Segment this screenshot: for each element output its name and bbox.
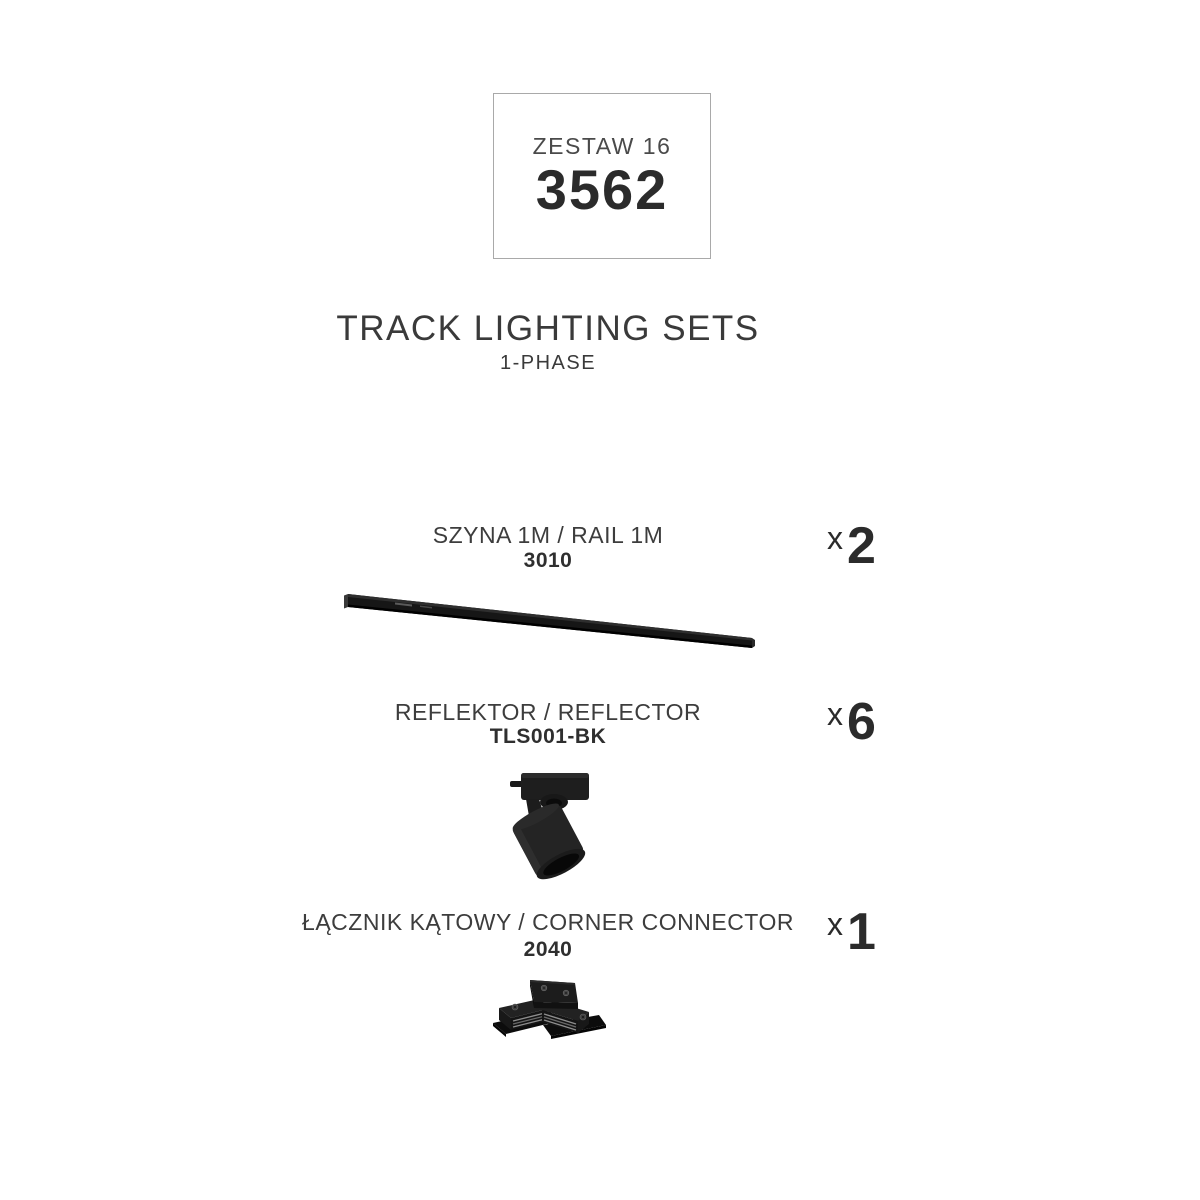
quantity-multiplier: x (827, 520, 843, 556)
product-name-connector: ŁĄCZNIK KĄTOWY / CORNER CONNECTOR (302, 909, 794, 935)
page-title: TRACK LIGHTING SETS (336, 309, 760, 348)
connector-product-image (487, 977, 613, 1052)
quantity-value: 6 (847, 693, 876, 751)
product-code-reflector: TLS001-BK (489, 725, 607, 748)
set-number-box (493, 93, 711, 259)
quantity-rail (827, 517, 876, 575)
reflector-product-image (498, 763, 613, 885)
quantity-value: 2 (847, 517, 876, 575)
product-name-reflector: REFLEKTOR / REFLECTOR (394, 699, 702, 725)
rail-icon (340, 586, 760, 654)
rail-product-image (340, 586, 760, 654)
quantity-multiplier: x (827, 906, 843, 942)
product-name-rail: SZYNA 1M / RAIL 1M (432, 522, 664, 548)
track-spotlight-icon (498, 763, 613, 885)
product-code-connector: 2040 (523, 938, 573, 961)
product-code-rail: 3010 (523, 549, 573, 572)
quantity-value: 1 (847, 903, 876, 961)
quantity-reflector (827, 693, 876, 751)
quantity-multiplier: x (827, 696, 843, 732)
set-number: 3562 (535, 157, 669, 221)
set-label: ZESTAW 16 (532, 132, 672, 159)
quantity-connector (827, 903, 876, 961)
corner-connector-icon (487, 977, 613, 1052)
page-subtitle: 1-PHASE (499, 352, 597, 374)
